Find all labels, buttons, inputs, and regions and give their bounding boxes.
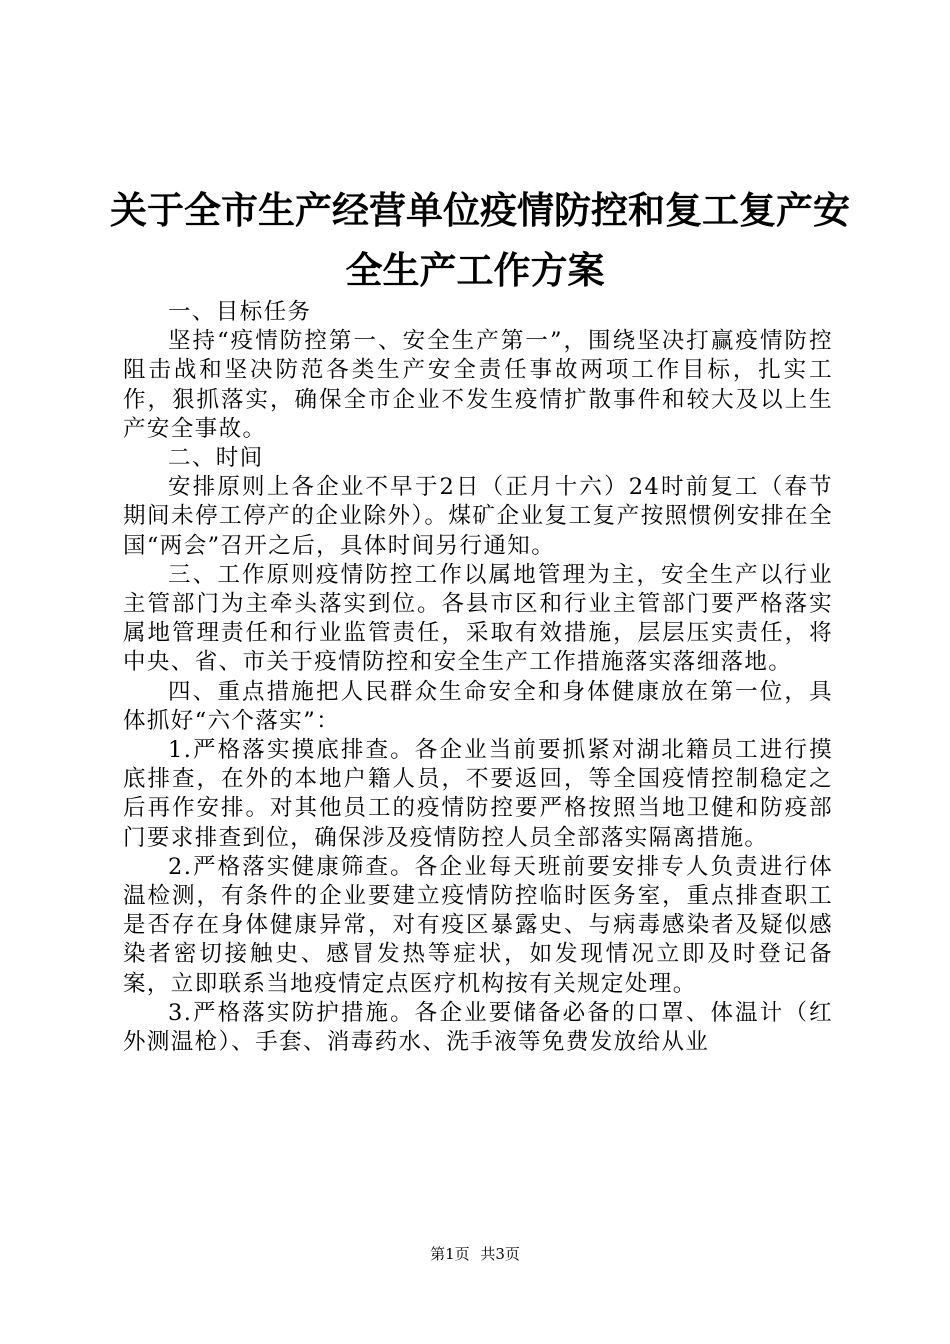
page-number-current: 第1页 [430,1245,470,1263]
paragraph-measure-3: 3.严格落实防护措施。各企业要储备必备的口罩、体温计（红外测温枪）、手套、消毒药水、洗手液等免费发放给从业 [123,999,833,1056]
section-heading-time: 二、时间 [168,445,264,472]
paragraph-goals: 坚持“疫情防控第一、安全生产第一”，围绕坚决打赢疫情防控阻击战和坚决防范各类生产安全责任事故两项工作目标，扎实工作，狠抓落实，确保全市企业不发生疫情扩散事件和较大及以上生产安全事故。 [123,328,833,442]
paragraph-key-measures: 四、重点措施把人民群众生命安全和身体健康放在第一位，具体抓好“六个落实”： [123,678,833,734]
document-body [123,298,833,1057]
paragraph-measure-1: 1.严格落实摸底排查。各企业当前要抓紧对湖北籍员工进行摸底排查，在外的本地户籍人员，不要返回，等全国疫情控制稳定之后再作安排。对其他员工的疫情防控要严格按照当地卫健和防疫部门要求排查到位，确保涉及疫情防控人员全部落实隔离措施。 [123,737,833,851]
page-footer [0,1244,950,1264]
paragraph-principles: 三、工作原则疫情防控工作以属地管理为主，安全生产以行业主管部门为主牵头落实到位。各县市区和行业主管部门要严格落实属地管理责任和行业监管责任，采取有效措施，层层压实责任，将中央、省、市关于疫情防控和安全生产工作措施落实落细落地。 [123,561,833,676]
paragraph-time: 安排原则上各企业不早于2日（正月十六）24时前复工（春节期间未停工停产的企业除外）。煤矿企业复工复产按照惯例安排在全国“两会”召开之后，具体时间另行通知。 [123,474,833,559]
paragraph-measure-2: 2.严格落实健康筛查。各企业每天班前要安排专人负责进行体温检测，有条件的企业要建立疫情防控临时医务室，重点排查职工是否存在身体健康异常，对有疫区暴露史、与病毒感染者及疑似感染者密切接触史、感冒发热等症状，如发现情况立即及时登记备案，立即联系当地疫情定点医疗机构按有关规定处理。 [123,853,833,997]
page-number-total: 共3页 [480,1245,520,1263]
section-heading-goals: 一、目标任务 [168,299,312,325]
document-title-line-2: 全生产工作方案 [345,249,605,292]
document-title-line-1: 关于全市生产经营单位疫情防控和复工复产安 [110,189,850,232]
